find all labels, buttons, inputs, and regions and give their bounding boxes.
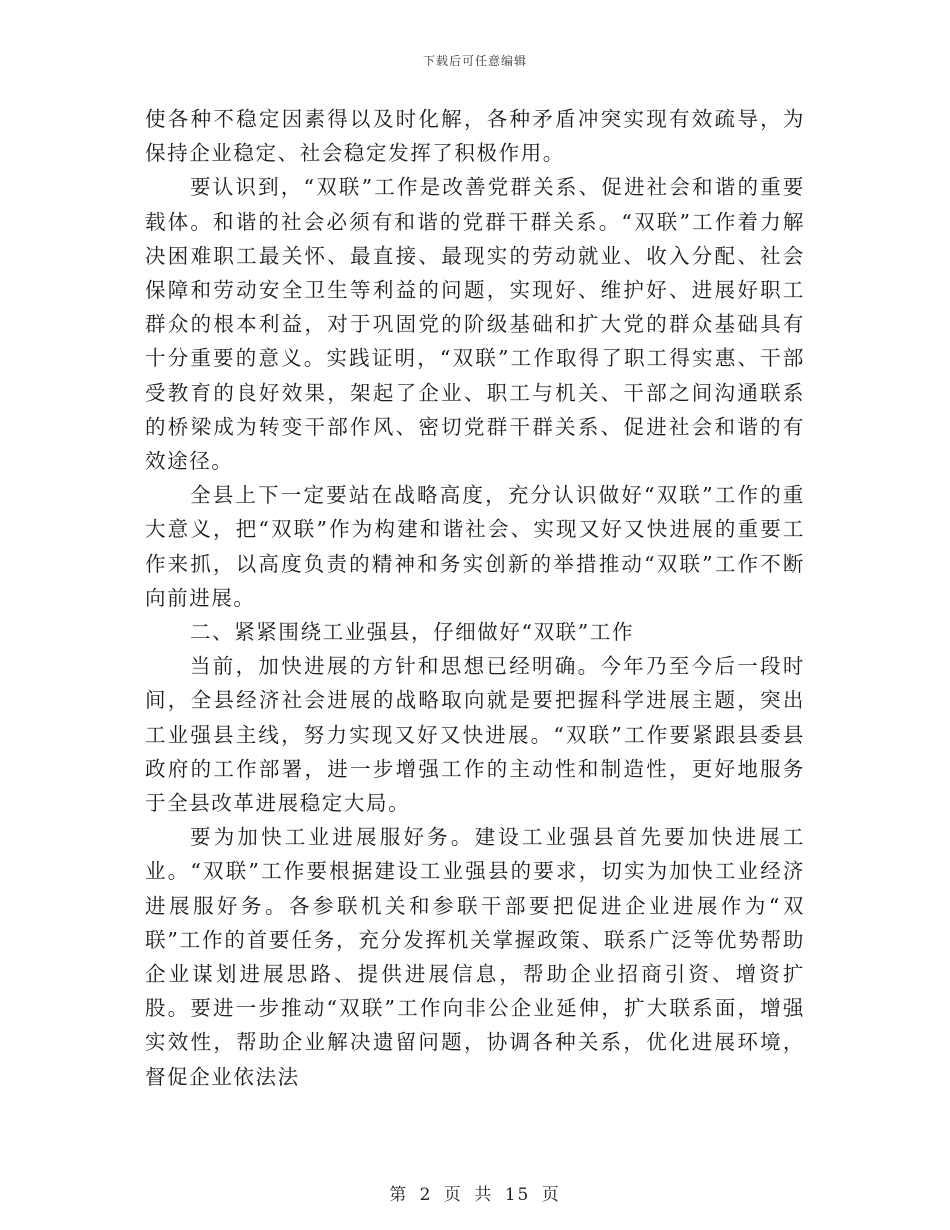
paragraph-1: 使各种不稳定因素得以及时化解，各种矛盾冲突实现有效疏导，为保持企业稳定、社会稳定发挥了积极作用。: [145, 107, 805, 166]
paragraph-2: 要认识到，“双联”工作是改善党群关系、促进社会和谐的重要载体。和谐的社会必须有和谐的党群干群关系。“双联”工作着力解决困难职工最关怀、最直接、最现实的劳动就业、收入分配、社会保障和劳动安全卫生等利益的问题，实现好、维护好、进展好职工群众的根本利益，对于巩固党的阶级基础和扩大党的群众基础具有十分重要的意义。实践证明，“双联”工作取得了职工得实惠、干部受教育的良好效果，架起了企业、职工与机关、干部之间沟通联系的桥梁成为转变干部作风、密切党群干群关系、促进社会和谐的有效途径。: [145, 175, 805, 474]
page-header: 下载后可任意编辑: [422, 54, 527, 68]
section-heading: 二、紧紧围绕工业强县，仔细做好“双联”工作: [190, 620, 635, 645]
paragraph-3: 全县上下一定要站在战略高度，充分认识做好“双联”工作的重大意义，把“双联”作为构建和谐社会、实现又好又快进展的重要工作来抓，以高度负责的精神和务实创新的举措推动“双联”工作不断向前进展。: [145, 483, 805, 610]
document-body: [145, 102, 805, 1094]
page-footer: 第 2 页 共 15 页: [389, 1185, 561, 1205]
paragraph-5: 要为加快工业进展服好务。建设工业强县首先要加快进展工业。“双联”工作要根据建设工业强县的要求，切实为加快工业经济进展服好务。各参联机关和参联干部要把促进企业进展作为“双联”工作的首要任务，充分发挥机关掌握政策、联系广泛等优势帮助企业谋划进展思路、提供进展信息，帮助企业招商引资、增资扩股。要进一步推动“双联”工作向非公企业延伸，扩大联系面，增强实效性，帮助企业解决遗留问题，协调各种关系，优化进展环境，督促企业依法法: [145, 825, 805, 1089]
paragraph-4: 当前，加快进展的方针和思想已经明确。今年乃至今后一段时间，全县经济社会进展的战略取向就是要把握科学进展主题，突出工业强县主线，努力实现又好又快进展。“双联”工作要紧跟县委县政府的工作部署，进一步增强工作的主动性和制造性，更好地服务于全县改革进展稳定大局。: [145, 654, 805, 816]
